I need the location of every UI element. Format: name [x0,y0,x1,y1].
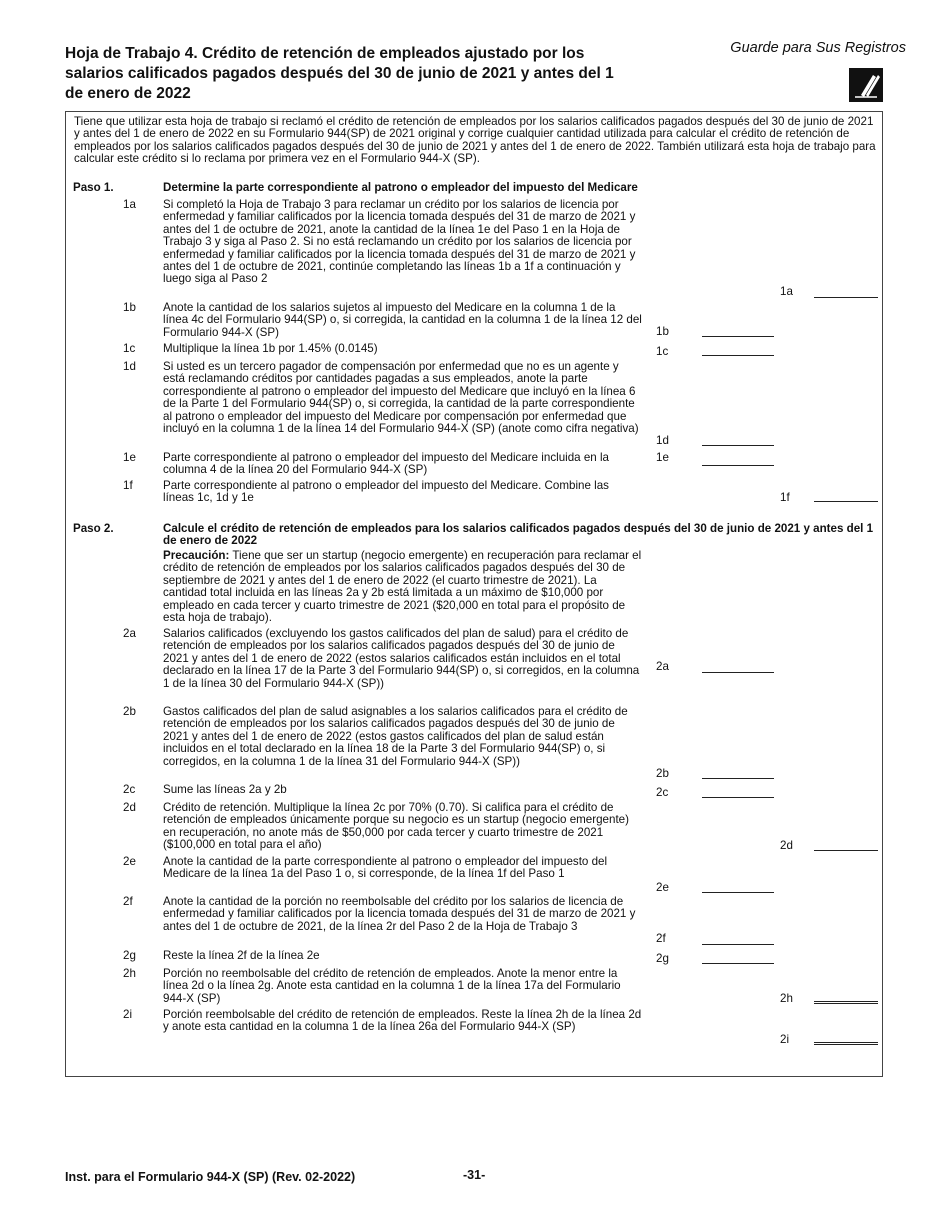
line-2f-text: Anote la cantidad de la porción no reembolsable del crédito por los salarios de licencia de enfermedad y familiar calificados por la licencia tomada después del 31 de marzo de 2021 y antes del 1 de octubre de 2021, de la línea 2r del Paso 2 de la Hoja de Trabajo 3 [163,895,636,933]
line-1e-text: Parte correspondiente al patrono o empleador del impuesto del Medicare incluida en la columna 4 de la línea 20 del Formulario 944-X (SP) [163,451,609,477]
line-2b-entry[interactable] [702,778,774,779]
line-1b-text: Anote la cantidad de los salarios sujetos al impuesto del Medicare en la columna 1 de la línea 4c del Formulario 944(SP) o, si corregida, la cantidad en la columna 1 de la línea 12 del Formulario 944-X (SP) [163,301,642,339]
line-2i-text: Porción reembolsable del crédito de retención de empleados. Reste la línea 2h de la línea 2d y anote esta cantidad en la columna 1 de la línea 26a del Formulario 944-X (SP) [163,1008,642,1034]
step2-heading: Calcule el crédito de retención de empleados para los salarios calificados pagados después del 30 de junio de 2021 y antes del 1 de enero de 2022 [163,522,874,548]
line-2a-text: Salarios calificados (excluyendo los gastos calificados del plan de salud) para el crédito de retención de empleados por los salarios calificados pagados después del 30 de junio de 2021 y antes del 1 de enero de 2022 (estos salarios calificados están incluidos en el total declarado en la línea 17 de la Parte 3 del Formulario 944(SP) o, si corregidos, en la columna 1 de la línea 30 del Formulario 944-X (SP)) [163,627,640,690]
line-2h-entry[interactable] [814,1001,878,1004]
line-2f-entry[interactable] [702,944,774,945]
line-2d-entry[interactable] [814,850,878,851]
line-2g-entry[interactable] [702,963,774,964]
line-1d-entry[interactable] [702,445,774,446]
line-1a-text: Si completó la Hoja de Trabajo 3 para reclamar un crédito por los salarios de licencia por enfermedad y familiar calificados por la licencia tomada después del 31 de marzo de 2021 y antes del 1 de octubre de 2021, anote la cantidad de la línea 1e del Paso 1 en la Hoja de Trabajo 3 y siga al Paso 2. Si no está reclamando un crédito por los salarios de licencia por enfermedad y familiar calificados por la licencia tomada después del 31 de marzo de 2021 y antes del 1 de octubre de 2021, continúe completando las líneas 1b a 1f a continuación y luego siga al Paso 2 [163,198,636,286]
line-2e-text: Anote la cantidad de la parte correspondiente al patrono o empleador del impuesto del Medicare de la línea 1a del Paso 1 o, si corresponde, de la línea 1f del Paso 1 [163,855,608,881]
keep-for-records: Guarde para Sus Registros [730,40,906,56]
line-2c-text: Sume las líneas 2a y 2b [163,783,287,796]
step2-label: Paso 2. [73,522,114,535]
line-1c-entry[interactable] [702,355,774,356]
line-2e-entry[interactable] [702,892,774,893]
line-1c-text: Multiplique la línea 1b por 1.45% (0.0145) [163,342,378,355]
step1-heading: Determine la parte correspondiente al patrono o empleador del impuesto del Medicare [163,181,638,194]
line-1e-entry[interactable] [702,465,774,466]
worksheet-body: Tiene que utilizar esta hoja de trabajo si reclamó el crédito de retención de empleados por los salarios calificados pagados después del 30 de junio de 2021 y antes del 1 de enero de 2022 en su Formulario 944(SP) de 2021 original y corrige cualquier cantidad utilizada para calcular el crédito de retención de empleados por los salarios calificados pagados después del 30 de junio de 2021 y antes del 1 de enero de 2022. También utilizará esta hoja de trabajo para calcular este crédito si lo reclama por primera vez en el Formulario 944-X (SP). Paso 1. Determine la parte correspondiente al patrono o empleador del impuesto del Medicare 1a Si completó la Hoja de Trabajo 3 para reclamar un crédito por los salarios de licencia por enfermedad y familiar calificados por la licencia tomada después del 31 de marzo de 2021 y antes del 1 de octubre de 2021, anote la cantidad de la línea 1e del Paso 1 en la Hoja de Trabajo 3 y siga al Paso 2. Si no está reclamando un crédito por los salarios de licencia por enfermedad y familiar calificados por la licencia tomada después del 31 de marzo de 2021 y antes del 1 de octubre de 2021, continúe completando las líneas 1b a 1f a continuación y luego siga al Paso 2 1a 1b Anote la cantidad de los salarios sujetos al impuesto del Medicare en la columna 1 de la línea 4c del Formulario 944(SP) o, si corregida, la cantidad en la columna 1 de la línea 12 del Formulario 944-X (SP) 1b 1c Multiplique la línea 1b por 1.45% (0.0145) 1c 1d Si usted es un tercero pagador de compensación por enfermedad que no es un agente y está reclamando créditos por cantidades pagadas a sus empleados, anote la parte correspondiente al patrono o empleador del impuesto del Medicare que incluyó en la línea 6 de la Parte 1 del Formulario 944(SP) o, si corregida, la cantidad de la parte correspondiente al patrono o empleador del impuesto del Medicare por compensación por enfermedad que incluyó en la columna 1 de la línea 14 del Formulario 944-X (SP) (anote como cifra negativa) 1d 1e Parte correspondiente al patrono o empleador del impuesto del Medicare incluida en la columna 4 de la línea 20 del Formulario 944-X (SP) 1e 1f Parte correspondiente al patrono o empleador del impuesto del Medicare. Combine las líneas 1c, 1d y 1e 1f Paso 2. Calcule el crédito de retención de empleados para los salarios calificados pagados después del 30 de junio de 2021 y antes del 1 de enero de 2022 Precaución: Tiene que ser un startup (negocio emergente) en recuperación para reclamar el crédito de retención de empleados por los salarios calificados pagados después del 30 de septiembre de 2021 y antes del 1 de enero de 2022 (el cuarto trimestre de 2021). La cantidad total incluida en las líneas 2a y 2b está limitada a un máximo de $10,000 por empleado en cada tercer y cuarto trimestre de 2021 ($20,000 en total para el propósito de esta hoja de trabajo). 2a Salarios calificados (excluyendo los gastos calificados del plan de salud) para el crédito de retención de empleados por los salarios calificados pagados después del 30 de junio de 2021 y antes del 1 de enero de 2022 (estos salarios calificados están incluidos en el total declarado en la línea 17 de la Parte 3 del Formulario 944(SP) o, si corregidos, en la columna 1 de la línea 30 del Formulario 944-X (SP)) 2a 2b Gastos calificados del plan de salud asignables a los salarios calificados para el crédito de retención de empleados por los salarios calificados pagados después del 30 de junio de 2021 y antes del 1 de enero de 2022 (estos gastos calificados del plan de salud están incluidos en el total declarado en la línea 18 de la Parte 3 del Formulario 944(SP) o, si corregidos, en la columna 1 de la línea 31 del Formulario 944-X (SP)) 2b 2c Sume las líneas 2a y 2b 2c 2d Crédito de retención. Multiplique la línea 2c por 70% (0.70). Si califica para el crédito de retención de empleados únicamente porque su negocio es un startup (negocio emergente) en recuperación, no anote más de $50,000 por cada tercer y cuarto trimestre de 2021 ($100,000 en total para el año) 2d 2e Anote la cantidad de la parte correspondiente al patrono o empleador del impuesto del Medicare de la línea 1a del Paso 1 o, si corresponde, de la línea 1f del Paso 1 2e 2f Anote la cantidad de la porción no reembolsable del crédito por los salarios de licencia de enfermedad y familiar calificados por la licencia tomada después del 31 de marzo de 2021 y antes del 1 de octubre de 2021, de la línea 2r del Paso 2 de la Hoja de Trabajo 3 2f 2g Reste la línea 2f de la línea 2e 2g 2h Porción no reembolsable del crédito de retención de empleados. Anote la menor entre la línea 2d o la línea 2g. Anote esta cantidad en la columna 1 de la línea 17a del Formulario 944-X (SP) 2h 2i Porción reembolsable del crédito de retención de empleados. Reste la línea 2h de la línea 2d y anote esta cantidad en la columna 1 de la línea 26a del Formulario 944-X (SP) 2i [65,111,883,1077]
line-2d-text: Crédito de retención. Multiplique la línea 2c por 70% (0.70). Si califica para el crédito de retención de empleados únicamente porque su negocio es un startup (negocio emergente) en recuperación, no anote más de $50,000 por cada tercer y cuarto trimestre de 2021 ($100,000 en total para el año) [163,801,629,852]
line-1f-entry[interactable] [814,501,878,502]
line-2a-entry[interactable] [702,672,774,673]
line-2c-entry[interactable] [702,797,774,798]
line-2i-entry[interactable] [814,1042,878,1045]
line-1d-text: Si usted es un tercero pagador de compensación por enfermedad que no es un agente y está reclamando créditos por cantidades pagadas a sus empleados, anote la parte correspondiente al patrono o empleador del impuesto del Medicare que incluyó en la línea 6 de la Parte 1 del Formulario 944(SP) o, si corregida, la cantidad de la parte correspondiente al patrono o empleador del impuesto del Medicare por compensación por enfermedad que incluyó en la columna 1 de la línea 14 del Formulario 944-X (SP) (anote como cifra negativa) [163,360,639,436]
pen-icon [849,68,883,102]
footer-form-name: Inst. para el Formulario 944-X (SP) (Rev. 02-2022) [65,1170,356,1184]
line-1b-entry[interactable] [702,336,774,337]
step1-label: Paso 1. [73,181,114,194]
line-2g-text: Reste la línea 2f de la línea 2e [163,949,320,962]
line-2h-text: Porción no reembolsable del crédito de retención de empleados. Anote la menor entre la línea 2d o la línea 2g. Anote esta cantidad en la columna 1 de la línea 17a del Formulario 944-X (SP) [163,967,621,1005]
worksheet-title: Hoja de Trabajo 4. Crédito de retención de empleados ajustado por los salarios calificados pagados después del 30 de junio de 2021 y antes del 1 de enero de 2022 [65,45,614,102]
line-1a-entry[interactable] [814,297,878,298]
intro-text: Tiene que utilizar esta hoja de trabajo si reclamó el crédito de retención de empleados por los salarios calificados pagados después del 30 de junio de 2021 y antes del 1 de enero de 2022 en su Formulario 944(SP) de 2021 original y corrige cualquier cantidad utilizada para calcular el crédito de retención de empleados por los salarios calificados pagados después del 30 de junio de 2021 y antes del 1 de enero de 2022. También utilizará esta hoja de trabajo para calcular este crédito si lo reclama por primera vez en el Formulario 944-X (SP). [74,115,876,166]
caution-label: Precaución: [163,549,230,562]
line-2b-text: Gastos calificados del plan de salud asignables a los salarios calificados para el crédito de retención de empleados por los salarios calificados pagados después del 30 de junio de 2021 y antes del 1 de enero de 2022 (estos gastos calificados del plan de salud están incluidos en el total declarado en la línea 18 de la Parte 3 del Formulario 944(SP) o, si corregidos, en la columna 1 de la línea 31 del Formulario 944-X (SP)) [163,705,628,768]
caution-text: Tiene que ser un startup (negocio emergente) en recuperación para reclamar el crédito de retención de empleados por los salarios calificados pagados después del 30 de septiembre de 2021 y antes del 1 de enero de 2022 (el cuarto trimestre de 2021). La cantidad total incluida en las líneas 2a y 2b está limitada a un máximo de $10,000 por empleado en cada tercer y cuarto trimestre de 2021 ($20,000 en total para el propósito de esta hoja de trabajo). [163,549,642,625]
line-1f-text: Parte correspondiente al patrono o empleador del impuesto del Medicare. Combine las líneas 1c, 1d y 1e [163,479,609,505]
page-number: -31- [463,1168,486,1182]
